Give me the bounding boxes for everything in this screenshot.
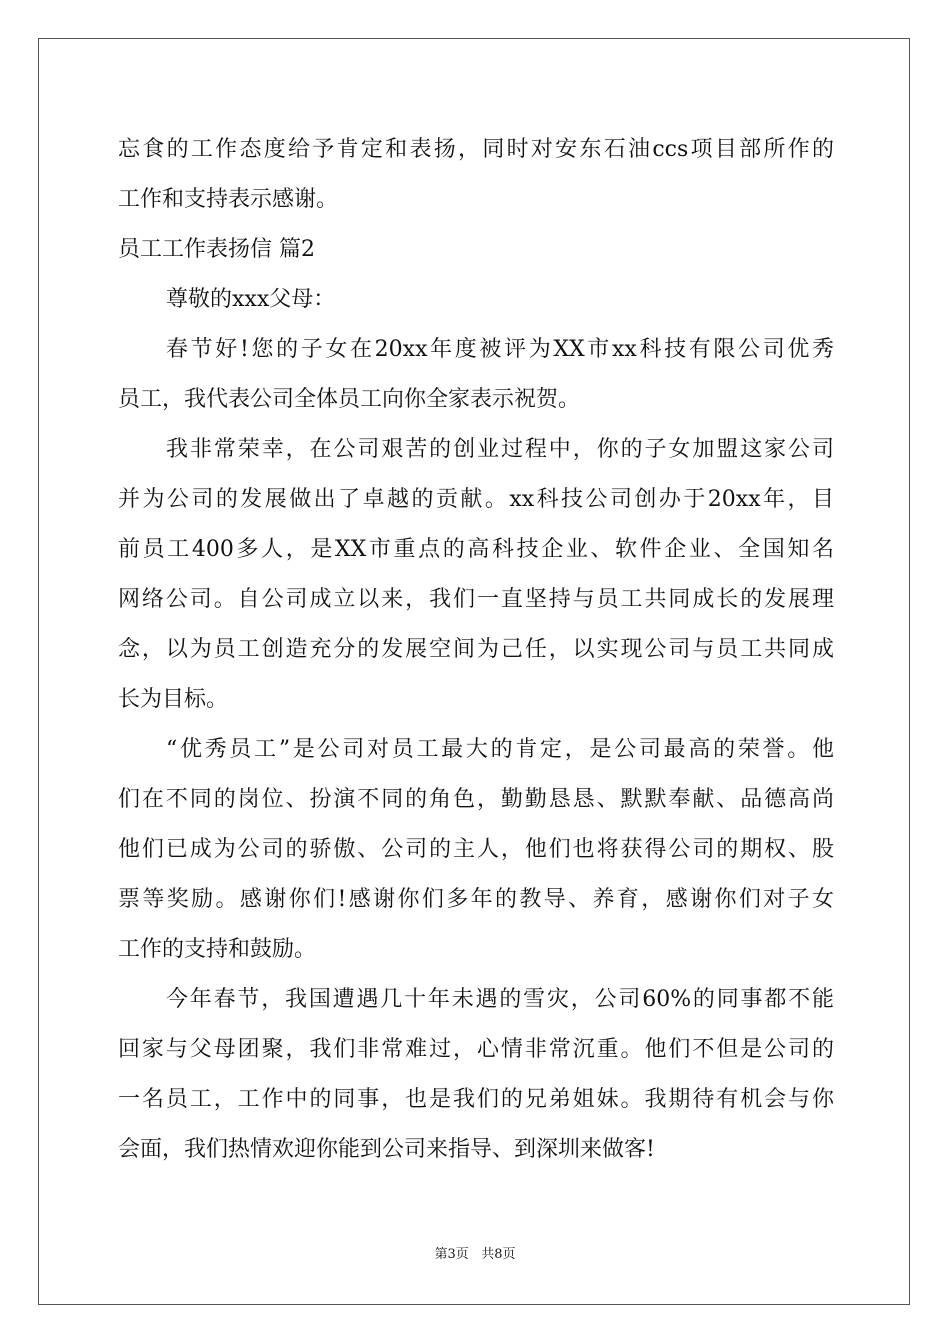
- text-line: 工作的支持和鼓励。: [118, 937, 317, 962]
- text-line: 我非常荣幸，在公司艰苦的创业过程中，你的子女加盟这家公司: [166, 437, 834, 462]
- text-line: 并为公司的发展做出了卓越的贡献。xx科技公司创办于20xx年，目: [118, 487, 834, 512]
- text-line: 票等奖励。感谢你们!感谢你们多年的教导、养育，感谢你们对子女: [118, 887, 834, 912]
- page-total: 共8页: [481, 1247, 516, 1262]
- text-line: 网络公司。自公司成立以来，我们一直坚持与员工共同成长的发展理: [118, 587, 834, 612]
- text-line: 们在不同的岗位、扮演不同的角色，勤勤恳恳、默默奉献、品德高尚: [118, 787, 834, 812]
- page-number: 第3页: [434, 1247, 469, 1262]
- text-line: 忘食的工作态度给予肯定和表扬，同时对安东石油ccs项目部所作的: [118, 137, 834, 162]
- text-line: 一名员工，工作中的同事，也是我们的兄弟姐妹。我期待有机会与你: [118, 1087, 834, 1112]
- section-heading: 员工工作表扬信 篇2: [118, 237, 315, 262]
- text-line: 他们已成为公司的骄傲、公司的主人，他们也将获得公司的期权、股: [118, 837, 834, 862]
- text-line: 工作和支持表示感谢。: [118, 187, 339, 212]
- text-line: 念，以为员工创造充分的发展空间为己任，以实现公司与员工共同成: [118, 637, 834, 662]
- text-line: 春节好!您的子女在20xx年度被评为XX市xx科技有限公司优秀: [166, 337, 834, 362]
- text-line: 员工，我代表公司全体员工向你全家表示祝贺。: [118, 387, 581, 412]
- text-line: 前员工400多人，是XX市重点的高科技企业、软件企业、全国知名: [118, 537, 834, 562]
- text-line: 会面，我们热情欢迎你能到公司来指导、到深圳来做客!: [118, 1137, 655, 1162]
- text-line: 回家与父母团聚，我们非常难过，心情非常沉重。他们不但是公司的: [118, 1037, 834, 1062]
- salutation: 尊敬的xxx父母：: [166, 287, 336, 312]
- page-footer: [0, 1245, 950, 1265]
- text-line: 今年春节，我国遭遇几十年未遇的雪灾，公司60%的同事都不能: [166, 987, 834, 1012]
- text-line: 长为目标。: [118, 687, 229, 712]
- text-line: “优秀员工”是公司对员工最大的肯定，是公司最高的荣誉。他: [166, 737, 834, 762]
